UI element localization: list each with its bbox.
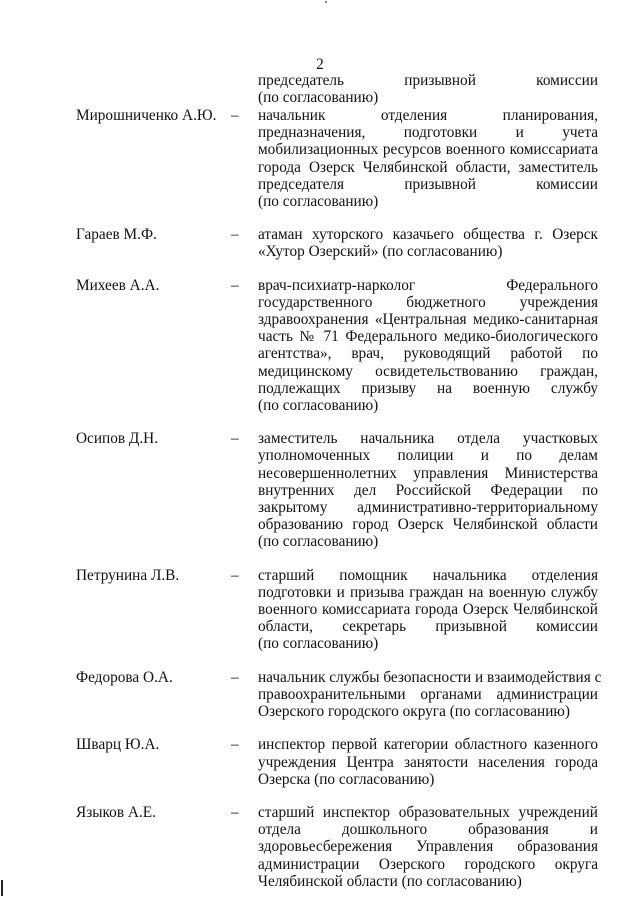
text-line: уполномоченных полиции и по делам <box>258 447 598 465</box>
member-role <box>258 668 602 721</box>
member-entry <box>0 226 640 260</box>
text-line: несовершеннолетних управления Министерства <box>258 464 598 482</box>
dash-separator: – <box>231 736 239 754</box>
member-entry <box>0 277 640 415</box>
intro-role-continuation <box>258 72 598 106</box>
text-line: образованию город Озерск Челябинской области <box>258 516 598 534</box>
text-line: «Хутор Озерский» (по согласованию) <box>258 243 503 261</box>
text-line: заместитель начальника отдела участковых <box>258 430 598 448</box>
dash-separator: – <box>231 107 239 124</box>
commission-member-list <box>0 107 640 890</box>
member-entry <box>0 669 640 721</box>
page-number: 2 <box>316 56 324 73</box>
member-entry <box>0 107 640 210</box>
member-name: Мирошниченко А.Ю. <box>76 107 217 124</box>
member-name: Петрунина Л.В. <box>76 566 180 584</box>
text-line: начальник службы безопасности и взаимодействия с <box>258 668 602 686</box>
text-line: председатель призывной комиссии <box>258 72 598 89</box>
text-line: внутренних дел Российской Федерации по <box>258 481 598 499</box>
scan-artifact-mark <box>1 880 3 896</box>
member-role <box>258 736 598 788</box>
text-line: правоохранительными органами администрации <box>258 685 598 703</box>
text-line: военного комиссариата города Озерск Челябинской <box>258 601 598 619</box>
text-line: здравоохранения «Центральная медико-санитарная <box>258 311 598 329</box>
text-line: врач-психиатр-нарколог Федерального <box>258 276 598 294</box>
member-name: Шварц Ю.А. <box>76 736 160 754</box>
text-line: старший помощник начальника отделения <box>258 566 598 584</box>
dash-separator: – <box>231 803 239 821</box>
text-line: администрации Озерского городского округа <box>258 855 598 873</box>
text-line: учреждения Центра занятости населения города <box>258 753 598 771</box>
member-entry <box>0 430 640 550</box>
text-line: здоровьесбережения Управления образования <box>258 838 598 856</box>
text-line: (по согласованию) <box>258 635 379 653</box>
member-role <box>258 277 598 415</box>
text-line: атаман хуторского казачьего общества г. Озерск <box>258 226 598 244</box>
member-role <box>258 430 598 550</box>
member-entry <box>0 567 640 653</box>
member-role <box>258 226 598 260</box>
text-line: области, секретарь призывной комиссии <box>258 618 598 636</box>
text-line: председателя призывной комиссии <box>258 175 598 193</box>
member-role <box>258 107 598 210</box>
text-line: (по согласованию) <box>258 193 379 211</box>
text-line: Озерского городского округа (по согласованию) <box>258 703 570 721</box>
member-name: Гараев М.Ф. <box>76 226 157 244</box>
text-line: медицинскому освидетельствованию граждан, <box>258 362 598 380</box>
text-line: Челябинской области (по согласованию) <box>258 872 522 890</box>
member-role <box>258 567 598 653</box>
dash-separator: – <box>231 668 239 686</box>
text-line: предназначения, подготовки и учета <box>258 124 598 142</box>
text-line: (по согласованию) <box>258 397 379 415</box>
dash-separator: – <box>231 276 239 294</box>
text-line: (по согласованию) <box>258 89 379 107</box>
text-line: отдела дошкольного образования и <box>258 821 598 839</box>
text-line: агентства», врач, руководящий работой по <box>258 345 598 363</box>
text-line: мобилизационных ресурсов военного комиссариата <box>258 141 598 159</box>
dash-separator: – <box>231 566 239 584</box>
text-line: города Озерск Челябинской области, заместитель <box>258 158 598 176</box>
text-line: (по согласованию) <box>258 533 379 551</box>
scan-artifact-dot <box>325 1 327 3</box>
text-line: закрытому административно-территориальному <box>258 499 598 517</box>
member-role <box>258 804 598 890</box>
text-line: подготовки и призыва граждан на военную службу <box>258 583 598 601</box>
text-line: часть № 71 Федерального медико-биологического <box>258 328 598 346</box>
member-entry <box>0 736 640 788</box>
text-line: государственного бюджетного учреждения <box>258 293 598 311</box>
member-name: Языков А.Е. <box>76 803 156 821</box>
dash-separator: – <box>231 430 239 448</box>
member-name: Федорова О.А. <box>76 668 173 686</box>
member-entry <box>0 804 640 890</box>
member-name: Осипов Д.Н. <box>76 430 159 448</box>
dash-separator: – <box>231 226 239 244</box>
text-line: инспектор первой категории областного казенного <box>258 736 598 754</box>
text-line: подлежащих призыву на военную службу <box>258 379 598 397</box>
text-line: старший инспектор образовательных учреждений <box>258 803 598 821</box>
member-name: Михеев А.А. <box>76 276 160 294</box>
text-line: Озерска (по согласованию) <box>258 770 435 788</box>
text-line: начальник отделения планирования, <box>258 107 598 124</box>
